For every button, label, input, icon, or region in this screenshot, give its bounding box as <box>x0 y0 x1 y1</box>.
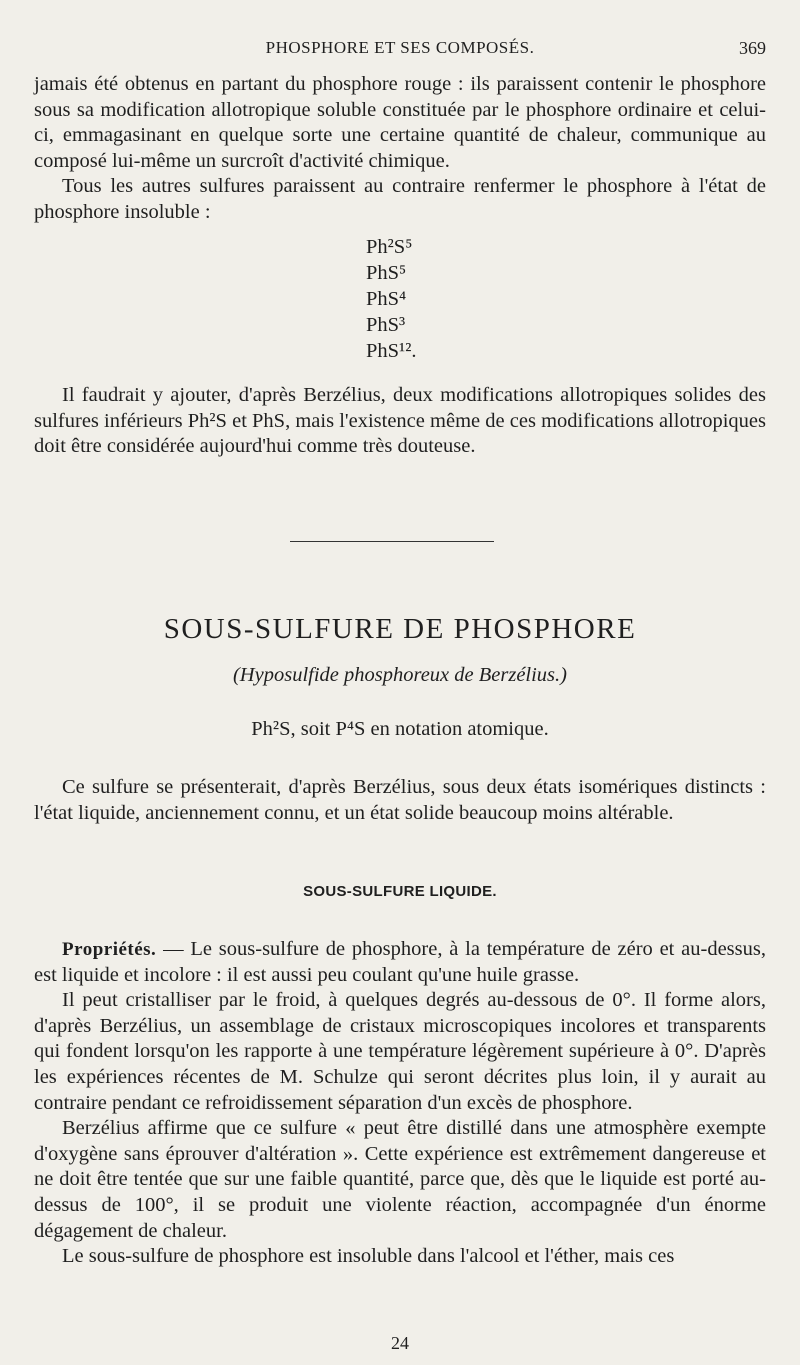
paragraph-4: Ce sulfure se présenterait, d'après Berzélius, sous deux états isomériques distincts : l'état liquide, anciennement connu, et un état solide beaucoup moins altérable. <box>34 776 766 824</box>
paragraph-3: Il faudrait y ajouter, d'après Berzélius, deux modifications allotropiques solides des sulfures inférieurs Ph²S et PhS, mais l'existence même de ces modifications allotropiques doit être considérée aujourd'hui comme très douteuse. <box>34 384 766 458</box>
signature-mark: 24 <box>391 1333 409 1353</box>
section-subtitle: (Hyposulfide phosphoreux de Berzélius.) <box>232 664 567 686</box>
section-notation: Ph²S, soit P⁴S en notation atomique. <box>251 718 549 740</box>
text-block-properties <box>34 937 766 1270</box>
paragraph-7: Berzélius affirme que ce sulfure « peut être distillé dans une atmosphère exempte d'oxygène sans éprouver d'altération ». Cette expérience est extrêmement dangereuse et ne doit être tentée que sur une faible quantité, parce que, dès que le liquide est porté au-dessus de 100°, il se produit une violente réaction, accompagnée d'un énorme dégagement de chaleur. <box>34 1117 766 1242</box>
section-divider <box>290 541 494 542</box>
paragraph-1: jamais été obtenus en partant du phosphore rouge : ils paraissent contenir le phosphore sous sa modification allotropique soluble constituée par le phosphore ordinaire et celui-ci, emmagasinant en quelque sorte une certaine quantité de chaleur, communique au composé lui-même un surcroît d'activité chimique. <box>34 73 766 172</box>
formula: Ph²S⁵ <box>366 236 413 258</box>
formula: PhS¹². <box>366 340 417 362</box>
section-title: SOUS-SULFURE DE PHOSPHORE <box>163 613 637 645</box>
paragraph-8: Le sous-sulfure de phosphore est insoluble dans l'alcool et l'éther, mais ces <box>62 1245 675 1268</box>
page-number: 369 <box>739 38 766 58</box>
paragraph-2: Tous les autres sulfures paraissent au contraire renfermer le phosphore à l'état de phosphore insoluble : <box>34 175 766 223</box>
properties-lead: Propriétés. <box>62 939 157 960</box>
paragraph-5 <box>34 937 766 988</box>
paragraph-6: Il peut cristalliser par le froid, à quelques degrés au-dessous de 0°. Il forme alors, d'après Berzélius, un assemblage de cristaux microscopiques incolores et transparents qui fondent lorsqu'on les rapporte à une température légèrement supérieure à 0°. D'après les expériences récentes de M. Schulze qui seront décrites plus loin, il y aurait au contraire pendant ce refroidissement séparation d'un excès de phosphore. <box>34 989 766 1114</box>
formula: PhS³ <box>366 314 406 336</box>
formula-list <box>366 234 416 364</box>
text-block-top <box>34 72 766 226</box>
text-block-allotropy <box>34 383 766 460</box>
text-block-isomers <box>34 775 766 826</box>
formula: PhS⁴ <box>366 288 407 310</box>
subsection-heading: SOUS-SULFURE LIQUIDE. <box>303 883 497 900</box>
formula: PhS⁵ <box>366 262 407 284</box>
properties-text: — Le sous-sulfure de phosphore, à la température de zéro et au-dessus, est liquide et incolore : il est aussi peu coulant qu'une huile grasse. <box>34 938 766 986</box>
running-header: PHOSPHORE ET SES COMPOSÉS. <box>265 38 535 57</box>
